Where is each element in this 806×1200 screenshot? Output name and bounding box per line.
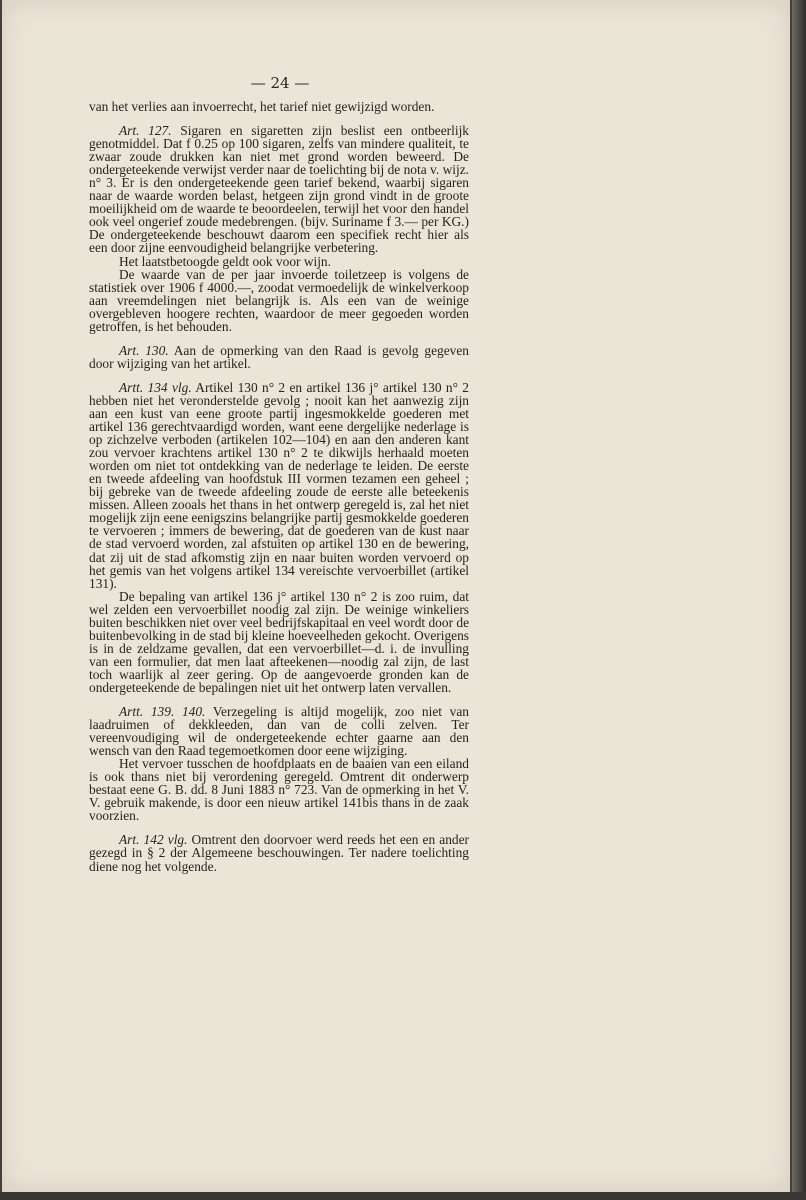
paragraph-text: Aan de opmerking van den Raad is gevolg gegeven door wijziging van het artikel. <box>89 342 469 371</box>
paragraph-text: De bepaling van artikel 136 j° artikel 130 n° 2 is zoo ruim, dat wel zelden een vervoerbillet noodig zal zijn. De weinige winkeliers buiten beschikken niet over veel bedrijfskapitaal en veel wordt door de buitenbevolking in de stad bij kleine hoeveelheden gekocht. Overigens is in de zeldzame gevallen, dat een vervoerbillet—d. i. de invulling van een formulier, dat men laat afteekenen—noodig zal zijn, de last toch waarlijk al zeer gering. Op de aangevoerde gronden kan de ondergeteekende de bepalingen niet uit het ontwerp laten vervallen. <box>89 588 470 695</box>
book-edge-right <box>792 0 806 1200</box>
paragraph <box>89 344 469 370</box>
book-edge-bottom <box>0 1192 806 1200</box>
paragraph-label: Art. 130. <box>119 342 169 358</box>
paragraph-text: Verzegeling is altijd mogelijk, zoo niet van laadruimen of dekkleeden, dan van de colli zelven. Ter vereenvoudiging wil de ondergeteekende echter gaarne aan den wensch van den Raad tegemoetkomen door eene wijziging. <box>89 704 469 759</box>
paragraph <box>89 705 469 757</box>
paragraph <box>89 833 469 872</box>
paragraph <box>89 757 469 822</box>
paragraph-label: Art. 142 vlg. <box>119 832 188 848</box>
paragraph-text: van het verlies aan invoerrecht, het tarief niet gewijzigd worden. <box>89 99 435 114</box>
paragraph-label: Art. 127. <box>119 123 172 139</box>
paragraph <box>89 100 469 113</box>
paragraph-label: Artt. 139. 140. <box>119 704 206 720</box>
paragraph <box>89 381 469 590</box>
paragraph-text: Omtrent den doorvoer werd reeds het een en ander gezegd in § 2 der Algemeene beschouwingen. Ter nadere toelichting diene nog het volgende. <box>89 832 469 874</box>
paragraph-text: Het vervoer tusschen de hoofdplaats en de baaien van een eiland is ook thans niet bij verordening geregeld. Omtrent dit onderwerp bestaat eene G. B. dd. 8 Juni 1883 n° 723. Van de opmerking in het V. V. gebruik makende, is door een nieuw artikel 141bis thans in de zaak voorzien. <box>89 756 469 824</box>
paragraph-label: Artt. 134 vlg. <box>119 379 192 395</box>
paragraph-text: De waarde van de per jaar invoerde toiletzeep is volgens de statistiek over 1906 f 4000.—, zoodat vermoedelijk de winkelverkoop aan vreemdelingen niet belangrijk is. Als een van de weinige overgebleven hoogere rechten, waardoor de meer gegoeden worden getroffen, is het behouden. <box>89 266 469 334</box>
body-text <box>89 100 469 873</box>
paragraph-text: Artikel 130 n° 2 en artikel 136 j° artikel 130 n° 2 hebben niet het veronderstelde gevolg ; nooit kan het aanwezig zijn aan een kust van eene groote partij ingesmokkelde goederen met artikel 136 gerechtvaardigd worden, want eene dergelijke nederlage is op zichzelve verboden (artikelen 102—104) en aan den anderen kant zou vervoer krachtens artikel 130 n° 2 te dikwijls herhaald moeten worden om niet tot ontdekking van de nederlage te leiden. De eerste en tweede afdeeling van hoofdstuk III vormen tezamen een geheel ; bij gebreke van de tweede afdeeling zoude de eerste alle beteekenis missen. Alleen zooals het thans in het ontwerp geregeld is, zal het niet mogelijk zijn eene eenigszins belangrijke partij gesmokkelde goederen te vervoeren ; immers de bewering, dat de goederen van de kust naar de stad vervoerd worden, zal afstuiten op artikel 130 en de bewering, dat zij uit de stad afkomstig zijn en naar buiten worden vervoerd op het gemis van het volgens artikel 134 vereischte vervoerbillet (artikel 131). <box>89 379 469 591</box>
page-number: — 24 — <box>250 74 310 92</box>
paragraph <box>89 268 469 333</box>
paragraph-text: Sigaren en sigaretten zijn beslist een ontbeerlijk genotmiddel. Dat f 0.25 op 100 sigaren, zelfs van mindere qualiteit, te zwaar zoude drukken kan niet met grond worden beweerd. De ondergeteekende verwijst verder naar de toelichting bij de nota v. wijz. n° 3. Er is den ondergeteekende geen tarief bekend, waarbij sigaren naar de waarde worden belast, hetgeen zijn grond vindt in de groote moeilijkheid om de waarde te beoordeelen, terwijl het voor den handel ook veel ongerief zoude medebrengen. (bijv. Suriname f 3.— per KG.) De ondergeteekende beschouwt daarom een specifiek recht hier als een door zijne eenvoudigheid belangrijke verbetering. <box>89 123 469 256</box>
paragraph <box>89 590 469 694</box>
paragraph <box>89 124 469 254</box>
paragraph-text: Het laatstbetoogde geldt ook voor wijn. <box>119 253 331 269</box>
